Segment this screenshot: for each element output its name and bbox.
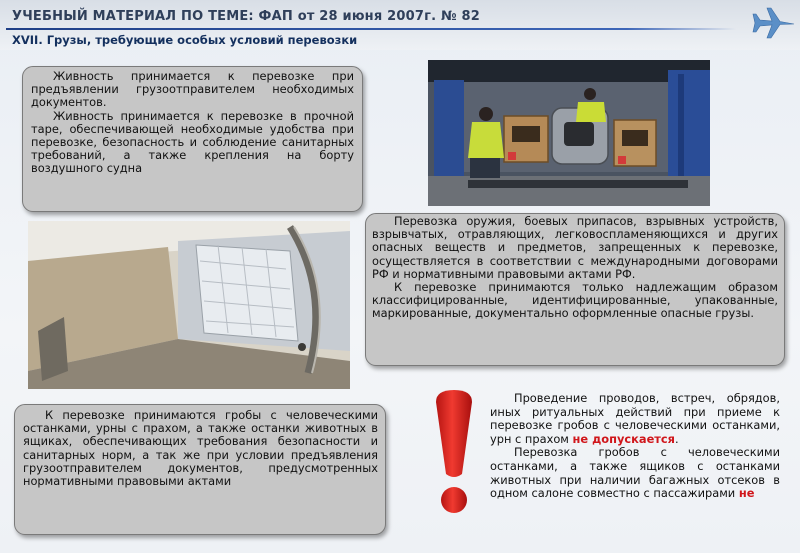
section-subtitle: XVII. Грузы, требующие особых условий перевозки [12, 33, 358, 47]
ritual-warning-paragraph-2 [490, 446, 780, 500]
exclamation-icon [432, 388, 476, 518]
dangerous-goods-textbox [365, 213, 785, 366]
live-animals-paragraph-2: Живность принимается к перевозке в прочной таре, обеспечивающей необходимые удобства при перевозке, безопасность и соблюдение санитарных требований, а также крепления на борту воздушного судна [31, 108, 354, 176]
dangerous-goods-paragraph-1: Перевозка оружия, боевых припасов, взрывных устройств, взрывчатых, отравляющих, легковоспламеняющихся и других опасных веществ и предметов, запрещенных к перевозке, осуществляется в соответствии с международными договорами РФ и нормативными правовыми актами РФ. [372, 214, 778, 281]
human-remains-paragraph: К перевозке принимаются гробы с человеческими останками, урны с прахом, а также останки животных в ящиках, обеспечивающих требования безопасности и санитарных норм, а так же при условии предъявления грузоотправителем документов, предусмотренных нормативными правовыми актами [23, 408, 378, 489]
not-highlight: не [738, 486, 755, 501]
cargo-hold-photo [28, 221, 350, 389]
live-animals-textbox [22, 66, 363, 212]
header [0, 0, 800, 50]
ritual-warning-period: . [674, 431, 679, 446]
not-allowed-highlight: не допускается [572, 431, 675, 446]
ritual-warning-text-1: Проведение проводов, встреч, обрядов, иных ритуальных действий при приеме к перевозке гробов с человеческими останками, урн с прахом [490, 392, 780, 446]
animal-cargo-photo [428, 60, 710, 206]
ritual-warning-paragraph-1 [490, 392, 780, 446]
ritual-warning-text-2: Перевозка гробов с человеческими останками, а также ящиков с останками животных при наличии багажных отсеков в одном салоне совместно с пассажирами [490, 445, 780, 501]
human-remains-textbox [14, 404, 386, 535]
dangerous-goods-paragraph-2: К перевозке принимаются только надлежащим образом классифицированные, идентифицированные, упакованные, маркированные, документально оформленные опасные грузы. [372, 280, 778, 321]
live-animals-paragraph-1: Живность принимается к перевозке при предъявлении грузоотправителем необходимых документов. [31, 69, 354, 110]
ritual-warning-text [490, 392, 780, 550]
page-title: УЧЕБНЫЙ МАТЕРИАЛ ПО ТЕМЕ: ФАП от 28 июня 2007г. № 82 [12, 9, 481, 24]
airplane-icon [750, 4, 796, 44]
header-divider [6, 28, 736, 30]
